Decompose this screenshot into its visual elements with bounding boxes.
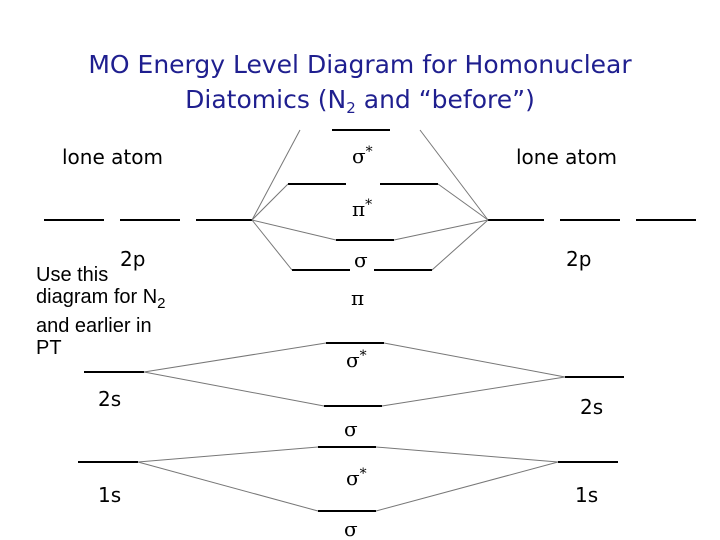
connector <box>438 184 488 220</box>
usage-note-line-1: Use this <box>36 264 109 286</box>
connector <box>252 220 336 240</box>
usage-note-line-3: and earlier in <box>36 315 152 337</box>
mo-label-sigma-2s: σ <box>344 417 358 441</box>
usage-note-line-4: PT <box>36 337 62 359</box>
connector <box>144 372 324 406</box>
diagram-title-line-1: MO Energy Level Diagram for Homonuclear <box>88 50 632 79</box>
usage-note-line-2: diagram for $N_2$ <box>36 286 166 312</box>
mo-label-pi-2p: π <box>351 286 365 310</box>
right-2p-label: 2p <box>566 247 592 271</box>
connector <box>252 184 288 220</box>
connector <box>376 462 558 511</box>
connector <box>252 220 292 270</box>
connector <box>138 462 318 511</box>
mo-label-sigma-star-2p: σ* <box>352 144 373 168</box>
usage-note <box>36 264 166 359</box>
mo-label-sigma-1s: σ <box>344 517 358 540</box>
connector <box>138 447 318 462</box>
left-atom-label: lone atom <box>62 145 163 169</box>
connector <box>376 447 558 462</box>
connector <box>420 130 488 220</box>
right-1s-label: 1s <box>575 483 599 507</box>
mo-label-sigma-star-1s: σ* <box>346 466 367 490</box>
connector <box>252 130 300 220</box>
mo-label-sigma-2p: σ <box>354 248 368 272</box>
mo-label-sigma-star-2s: σ* <box>346 348 367 372</box>
diagram-title-line-2: Diatomics ($N_2$ and “before”) <box>185 85 535 117</box>
left-1s-label: 1s <box>98 483 122 507</box>
right-2s-label: 2s <box>580 395 604 419</box>
connector <box>144 343 326 372</box>
connector <box>382 377 565 406</box>
connector <box>384 343 565 377</box>
mo-label-pi-star-2p: π* <box>352 197 373 221</box>
connector <box>394 220 488 240</box>
left-2p-label: 2p <box>120 247 146 271</box>
connector <box>432 220 488 270</box>
left-2s-label: 2s <box>98 387 122 411</box>
right-atom-label: lone atom <box>516 145 617 169</box>
